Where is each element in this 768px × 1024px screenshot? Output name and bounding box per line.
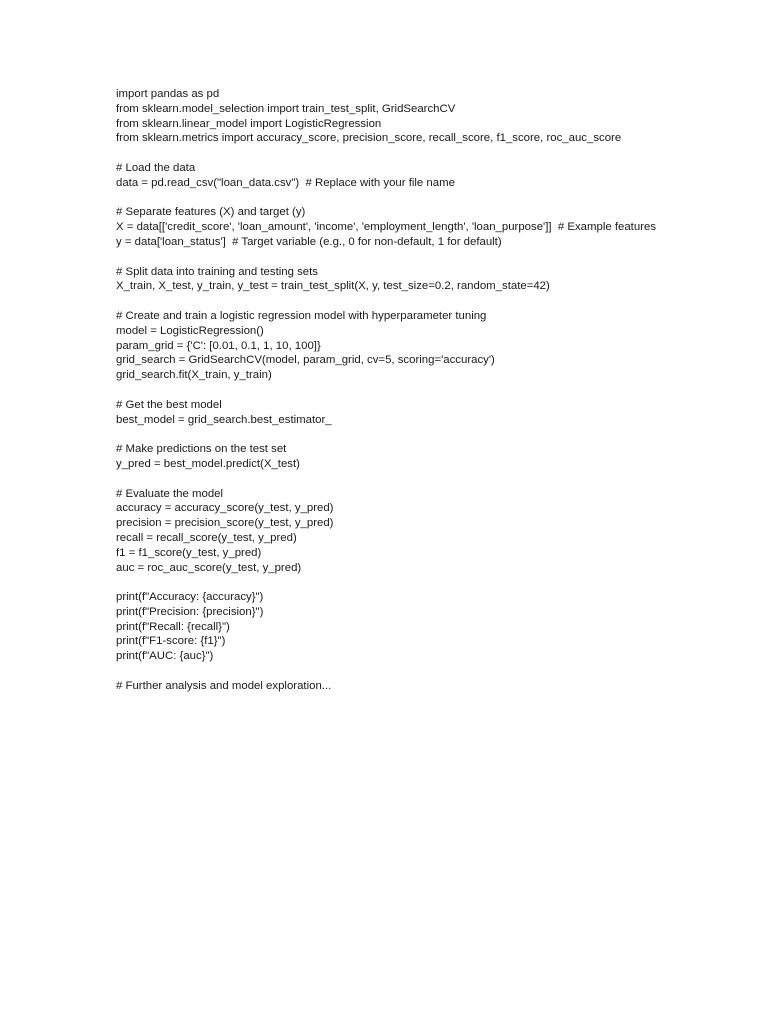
code-line: f1 = f1_score(y_test, y_pred): [116, 546, 262, 559]
code-text-block: [116, 87, 656, 694]
code-line: X = data[['credit_score', 'loan_amount', 'income', 'employment_length', 'loan_purpose']] # Example features: [116, 221, 657, 234]
code-line: accuracy = accuracy_score(y_test, y_pred): [116, 502, 334, 515]
blank-line: [116, 472, 656, 487]
code-line: param_grid = {'C': [0.01, 0.1, 1, 10, 100]}: [116, 339, 321, 352]
code-line: from sklearn.linear_model import LogisticRegression: [116, 117, 382, 130]
code-line: data = pd.read_csv("loan_data.csv") # Replace with your file name: [116, 176, 455, 189]
code-line: print(f"Precision: {precision}"): [116, 605, 264, 618]
code-line: print(f"Accuracy: {accuracy}"): [116, 591, 264, 604]
code-line: from sklearn.model_selection import train_test_split, GridSearchCV: [116, 102, 456, 115]
blank-line: [116, 146, 656, 161]
code-line: auc = roc_auc_score(y_test, y_pred): [116, 561, 302, 574]
code-line: import pandas as pd: [116, 88, 220, 100]
code-line: grid_search.fit(X_train, y_train): [116, 369, 272, 382]
blank-line: [116, 294, 656, 309]
blank-line: [116, 250, 656, 265]
code-line: precision = precision_score(y_test, y_pred): [116, 517, 334, 530]
code-line: model = LogisticRegression(): [116, 324, 264, 337]
blank-line: [116, 383, 656, 398]
code-comment: # Further analysis and model exploration...: [116, 679, 332, 692]
code-line: print(f"AUC: {auc}"): [116, 650, 214, 663]
code-line: grid_search = GridSearchCV(model, param_grid, cv=5, scoring='accuracy'): [116, 354, 495, 367]
blank-line: [116, 664, 656, 679]
code-comment: # Load the data: [116, 161, 196, 174]
code-line: y = data['loan_status'] # Target variable (e.g., 0 for non-default, 1 for default): [116, 235, 502, 248]
code-line: y_pred = best_model.predict(X_test): [116, 457, 300, 470]
code-comment: # Split data into training and testing sets: [116, 265, 318, 278]
code-line: print(f"Recall: {recall}"): [116, 620, 230, 633]
code-comment: # Create and train a logistic regression model with hyperparameter tuning: [116, 309, 487, 322]
code-comment: # Make predictions on the test set: [116, 443, 287, 456]
blank-line: [116, 191, 656, 206]
code-line: from sklearn.metrics import accuracy_score, precision_score, recall_score, f1_score, roc_auc_score: [116, 132, 622, 145]
blank-line: [116, 575, 656, 590]
blank-line: [116, 427, 656, 442]
code-line: recall = recall_score(y_test, y_pred): [116, 531, 297, 544]
code-line: print(f"F1-score: {f1}"): [116, 635, 226, 648]
code-line: best_model = grid_search.best_estimator_: [116, 413, 332, 426]
code-comment: # Separate features (X) and target (y): [116, 206, 306, 219]
code-comment: # Get the best model: [116, 398, 222, 411]
code-line: X_train, X_test, y_train, y_test = train_test_split(X, y, test_size=0.2, random_state=42): [116, 280, 550, 293]
code-comment: # Evaluate the model: [116, 487, 224, 500]
